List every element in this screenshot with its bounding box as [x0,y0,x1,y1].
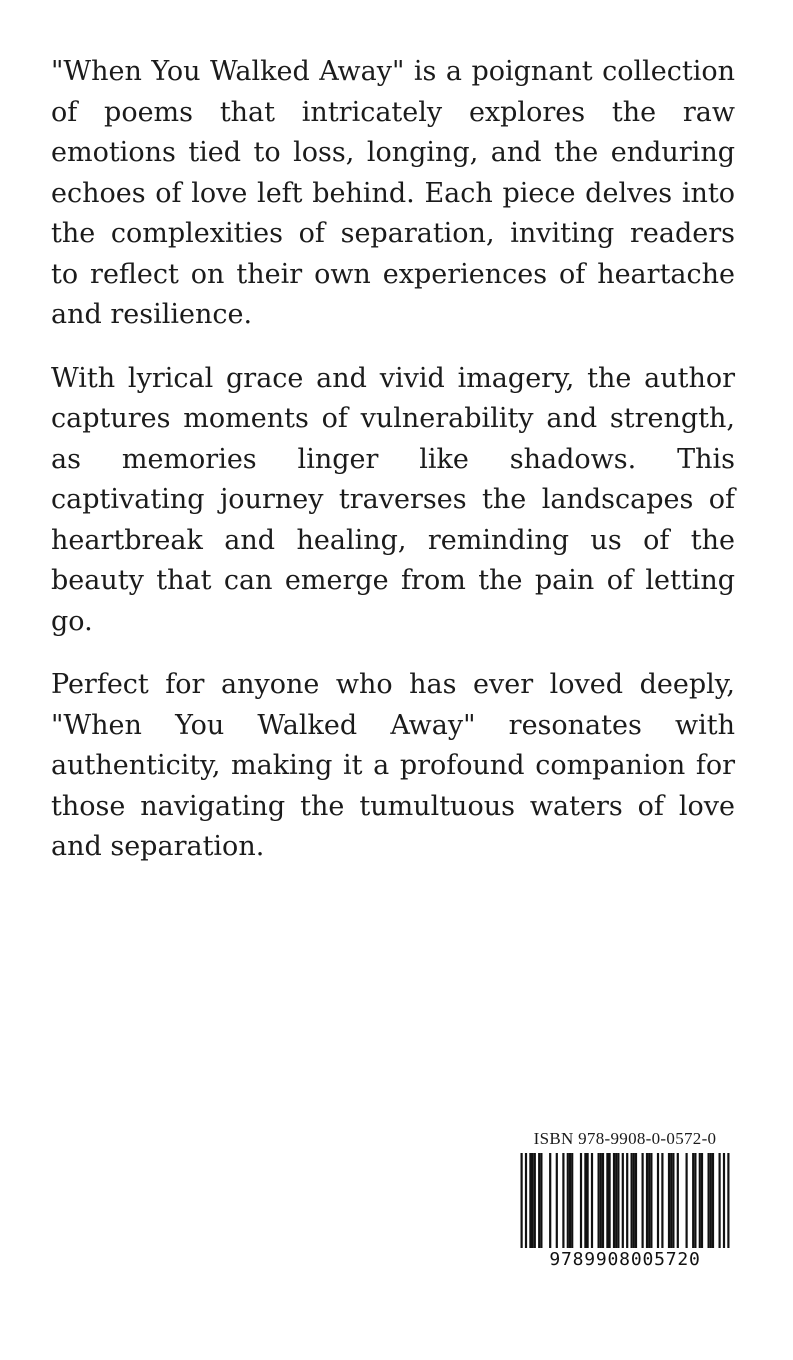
barcode-bar [600,1153,602,1248]
barcode-bar [631,1153,633,1248]
barcode-bar [571,1153,573,1248]
isbn-label: ISBN 978-9908-0-0572-0 [533,1129,717,1148]
barcode-icon [519,1153,731,1248]
barcode-bar [670,1153,672,1248]
barcode-bar [569,1153,571,1248]
barcode-bar [617,1153,619,1248]
barcode-bar [633,1153,635,1248]
barcode-bar [540,1153,542,1248]
barcode-bar [534,1153,536,1248]
barcode-bar [598,1153,600,1248]
barcode-bar [657,1153,659,1248]
barcode-bar [642,1153,644,1248]
barcode-bar [529,1153,531,1248]
barcode-bar [532,1153,534,1248]
barcode-bar [677,1153,679,1248]
barcode-bar [692,1153,694,1248]
barcode-bar [648,1153,650,1248]
barcode-bar [727,1153,729,1248]
barcode-bar [549,1153,551,1248]
barcode-bar [694,1153,696,1248]
blurb-paragraph-1: "When You Walked Away" is a poignant collection of poems that intricately explores the raw emotions tied to loss, longing, and the enduring echoes of love left behind. Each piece delves into the complexities of separation, inviting readers to reflect on their own experiences of heartache and resilience. [51,56,735,330]
barcode-bar [567,1153,569,1248]
barcode-bar [672,1153,674,1248]
barcode-bar [622,1153,624,1248]
barcode-bar [606,1153,608,1248]
barcode-bar [525,1153,527,1248]
barcode-bar [635,1153,637,1248]
barcode-bar [701,1153,703,1248]
barcode-bar [556,1153,558,1248]
barcode-bar [580,1153,582,1248]
barcode-bar [538,1153,540,1248]
barcode-bar [650,1153,652,1248]
barcode-bar [646,1153,648,1248]
isbn-barcode-block [519,1128,731,1276]
barcode-bar [719,1153,721,1248]
barcode-digits: 9789908005720 [549,1249,701,1270]
barcode-bar [591,1153,593,1248]
barcode-bar [708,1153,710,1248]
barcode-bar [710,1153,712,1248]
barcode-bar [521,1153,523,1248]
barcode-bar [661,1153,663,1248]
barcode-bar [626,1153,628,1248]
barcode-bar [587,1153,589,1248]
barcode-bar [723,1153,725,1248]
barcode-bar [712,1153,714,1248]
barcode-bar [613,1153,615,1248]
barcode-bar [699,1153,701,1248]
barcode-bar [609,1153,611,1248]
barcode-bar [686,1153,688,1248]
barcode-bar [562,1153,564,1248]
barcode-bar [602,1153,604,1248]
blurb-paragraph-2: With lyrical grace and vivid imagery, the author captures moments of vulnerability and strength, as memories linger like shadows. This captivating journey traverses the landscapes of heartbreak and healing, reminding us of the beauty that can emerge from the pain of letting go. [51,362,735,637]
blurb-paragraph-3: Perfect for anyone who has ever loved deeply, "When You Walked Away" resonates with authenticity, making it a profound companion for those navigating the tumultuous waters of love and separation. [51,669,735,862]
barcode-bar [668,1153,670,1248]
barcode-bar [615,1153,617,1248]
barcode-bar [584,1153,586,1248]
book-description [51,52,735,891]
